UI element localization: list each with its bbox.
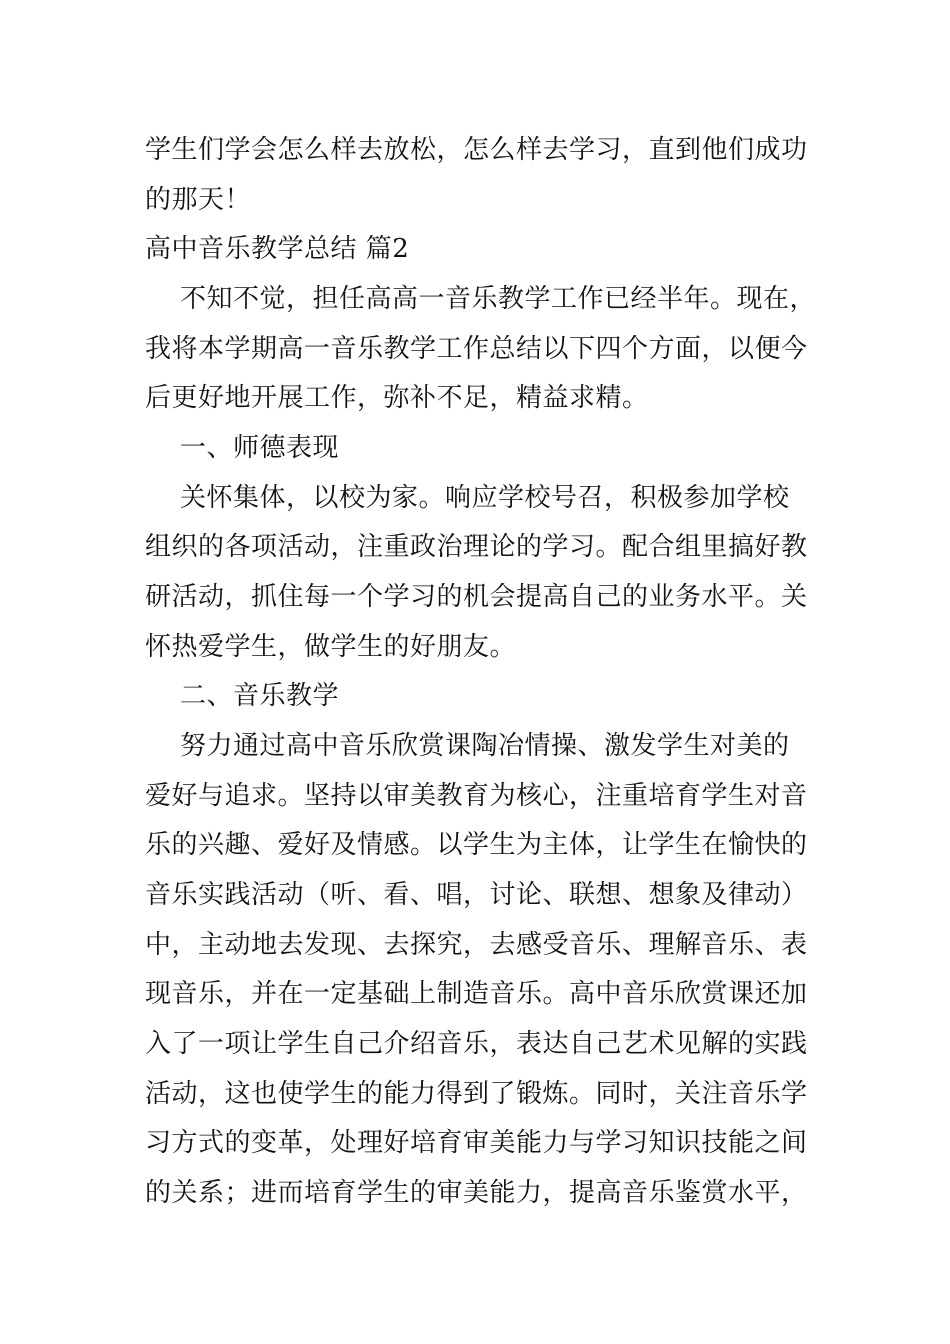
text-line: 活动，这也使学生的能力得到了锻炼。同时，关注音乐学 bbox=[145, 1079, 808, 1109]
section-heading: 高中音乐教学总结 篇2 bbox=[145, 234, 410, 264]
text-line: 乐的兴趣、爱好及情感。以学生为主体，让学生在愉快的 bbox=[145, 830, 808, 860]
text-line: 音乐实践活动（听、看、唱，讨论、联想、想象及律动） bbox=[145, 880, 808, 910]
text-line: 学生们学会怎么样去放松，怎么样去学习，直到他们成功 bbox=[145, 135, 808, 165]
subsection-heading: 二、音乐教学 bbox=[145, 681, 340, 711]
text-line: 努力通过高中音乐欣赏课陶冶情操、激发学生对美的 bbox=[145, 731, 790, 761]
subsection-heading: 一、师德表现 bbox=[145, 433, 340, 463]
text-line: 组织的各项活动，注重政治理论的学习。配合组里搞好教 bbox=[145, 532, 808, 562]
text-line: 现音乐，并在一定基础上制造音乐。高中音乐欣赏课还加 bbox=[145, 979, 808, 1009]
text-line: 怀热爱学生，做学生的好朋友。 bbox=[145, 632, 517, 662]
text-line: 中，主动地去发现、去探究，去感受音乐、理解音乐、表 bbox=[145, 930, 808, 960]
text-line: 爱好与追求。坚持以审美教育为核心，注重培育学生对音 bbox=[145, 781, 808, 811]
text-line: 的那天！ bbox=[145, 185, 252, 215]
text-line: 我将本学期高一音乐教学工作总结以下四个方面，以便今 bbox=[145, 334, 808, 364]
text-line: 后更好地开展工作，弥补不足，精益求精。 bbox=[145, 383, 649, 413]
text-line: 不知不觉，担任高高一音乐教学工作已经半年。现在， bbox=[145, 284, 817, 314]
text-line: 研活动，抓住每一个学习的机会提高自己的业务水平。关 bbox=[145, 582, 808, 612]
text-line: 的关系；进而培育学生的审美能力，提高音乐鉴赏水平， bbox=[145, 1178, 808, 1208]
text-line: 关怀集体，以校为家。响应学校号召，积极参加学校 bbox=[145, 483, 790, 513]
text-line: 习方式的变革，处理好培育审美能力与学习知识技能之间 bbox=[145, 1128, 808, 1158]
text-line: 入了一项让学生自己介绍音乐，表达自己艺术见解的实践 bbox=[145, 1029, 808, 1059]
